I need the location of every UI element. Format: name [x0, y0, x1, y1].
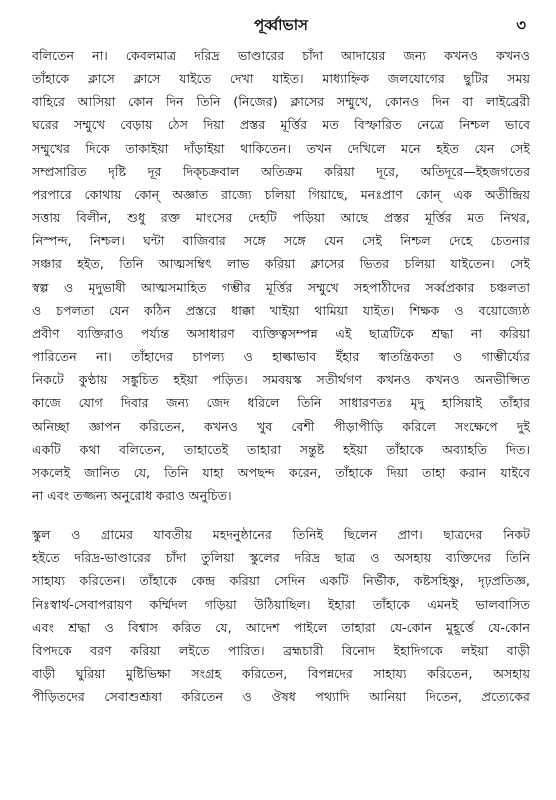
- text-line: না এবং তজ্জন্য অনুরোধ করাও অনুচিত।: [32, 487, 232, 503]
- text-line: সত্তায় বিলীন, শুধু রক্ত মাংসের দেহটি পড়িয়া আছে প্রস্তর মূর্ত্তির মত নিথর,: [32, 210, 530, 226]
- paragraph-1: [32, 44, 530, 507]
- text-line: ঘরের সম্মুখে বেড়ায় ঠেস দিয়া প্রস্তর মূর্ত্তির মত বিস্ফারিত নেত্রে নিশ্চল ভাবে: [32, 117, 530, 133]
- text-line: স্বল্প ও মৃদুভাষী আত্মসমাহিত গম্ভীর মূর্ত্তির সম্মুখে সহপাঠীদের সর্ব্বপ্রকার চঞ্চলতা: [32, 279, 530, 295]
- text-line: এবং শ্রদ্ধা ও বিশ্বাস করিত যে, আদেশ পাইলে তাহারা যে-কোন মুহূর্ত্তে যে-কোন: [32, 619, 530, 635]
- text-line: পারিতেন না। তাঁহাদের চাপল্য ও হাল্কাভাব ইঁহার স্বাতন্ত্রিকতা ও গাম্ভীর্য্যের: [32, 349, 530, 365]
- page-number: ৩: [516, 16, 526, 34]
- text-line: বাড়ী ঘুরিয়া মুষ্টিভিক্ষা সংগ্রহ করিতেন, বিপন্নদের সাহায্য করিতেন, অসহায়: [32, 666, 530, 682]
- text-line: স্কুল ও গ্রামের যাবতীয় মহদনুষ্ঠানের তিনিই ছিলেন প্রাণ। ছাত্রদের নিকট: [32, 527, 530, 543]
- text-line: একটি কথা বলিতেন, তাহাতেই তাহারা সন্তুষ্ট হইয়া তাঁহাকে অব্যাহতি দিত।: [32, 441, 530, 457]
- text-line: নিকটে কুণ্ঠায় সঙ্কুচিত হইয়া পড়িত। সমবয়স্ক সতীর্থগণ কখনও কখনও অনভীপ্সিত: [32, 372, 530, 388]
- text-line: সম্মুখের দিকে তাকাইয়া দাঁড়াইয়া থাকিতেন। তখন দেখিলে মনে হইত যেন সেই: [32, 140, 530, 156]
- paragraph-gap: [32, 507, 530, 523]
- text-line: সকলেই জানিত যে, তিনি যাহা অপছন্দ করেন, তাঁহাকে দিয়া তাহা করান যাইবে: [32, 464, 530, 480]
- text-line: বিপদকে বরণ করিয়া লইতে পারিত। ব্রহ্মচারী বিনোদ ইহাদিগকে লইয়া বাড়ী: [32, 642, 530, 658]
- text-line: প্রবীণ ব্যক্তিরাও পর্য্যন্ত অসাধারণ ব্যক্তিত্বসম্পন্ন এই ছাত্রটিকে শ্রদ্ধা না করিয়া: [32, 325, 530, 341]
- text-line: সম্প্রসারিত দৃষ্টি দূর দিক্চক্রবাল অতিক্রম করিয়া দূরে, অতিদূরে—ইহজগতের: [32, 163, 530, 179]
- paragraph-2: [32, 523, 530, 708]
- text-line: বাহিরে আসিয়া কোন দিন তিনি (নিজের) ক্লাসের সম্মুখে, কোনও দিন বা লাইব্রেরী: [32, 94, 530, 110]
- text-line: পরপারে কোথায় কোন্ অজ্ঞাত রাজ্যে চলিয়া গিয়াছে, মনঃপ্রাণ কোন্ এক অতীন্দ্রিয়: [32, 186, 530, 202]
- text-line: বলিতেন না। কেবলমাত্র দরিদ্র ভাণ্ডারের চাঁদা আদায়ের জন্য কখনও কখনও: [32, 48, 530, 63]
- running-head: পূর্ব্বাভাস: [254, 16, 308, 34]
- text-line: তাঁহাকে ক্লাসে ক্লাসে যাইতে দেখা যাইত। মাধ্যাহ্নিক জলযোগের ছুটির সময়: [32, 71, 530, 87]
- text-line: পীড়িতদের সেবাশুশ্রূষা করিতেন ও ঔষধ পথ্যাদি আনিয়া দিতেন, প্রত্যেকের: [32, 689, 530, 705]
- text-line: নিঃস্বার্থ-সেবাপরায়ণ কর্ম্মিদল গড়িয়া উঠিয়াছিল। ইহারা তাঁহাকে এমনই ভালবাসিত: [32, 596, 530, 612]
- text-line: হইতে দরিদ্র-ভাণ্ডারের চাঁদা তুলিয়া স্কুলের দরিদ্র ছাত্র ও অসহায় ব্যক্তিদের তিনি: [32, 550, 530, 566]
- page-header: [32, 0, 530, 44]
- text-line: ও চপলতা যেন কঠিন প্রস্তরে ধাক্কা খাইয়া থামিয়া যাইত। শিক্ষক ও বয়োজ্যেষ্ঠ: [32, 302, 530, 318]
- text-line: নিস্পন্দ, নিশ্চল। ঘন্টা বাজিবার সঙ্গে সঙ্গে যেন সেই নিশ্চল দেহে চেতনার: [32, 233, 530, 249]
- text-line: সঞ্চার হইত, তিনি আত্মসম্বিৎ লাভ করিয়া ক্লাসের ভিতর চলিয়া যাইতেন। সেই: [32, 256, 530, 272]
- text-line: সাহায্য করিতেন। তাঁহাকে কেন্দ্র করিয়া সেদিন একটি নির্ভীক, কষ্টসহিষ্ণু, দৃঢ়প্রতিজ্ঞ,: [32, 573, 530, 589]
- text-line: অনিচ্ছা জ্ঞাপন করিতেন, কখনও খুব বেশী পীড়াপীড়ি করিলে সংক্ষেপে দুই: [32, 418, 530, 434]
- text-line: কাজে যোগ দিবার জন্য জেদ ধরিলে তিনি সাধারণতঃ মৃদু হাসিয়াই তাঁহার: [32, 395, 530, 411]
